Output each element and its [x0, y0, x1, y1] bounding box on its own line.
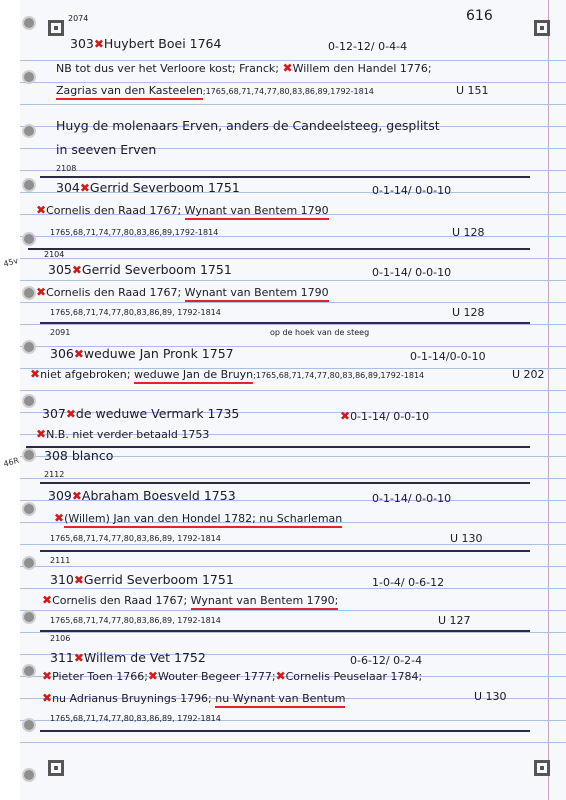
cross-mark-icon: ✖: [42, 691, 53, 705]
divider: [40, 322, 530, 324]
years: 1765,68,71,74,77,80,83,86,89,1792-1814: [50, 228, 219, 237]
entry-310: 310✖Gerrid Severboom 1751: [50, 572, 234, 587]
corner-marker-icon: [534, 760, 550, 776]
ref-code: U 130: [450, 532, 483, 545]
entry-307: 307✖de weduwe Vermark 1735: [42, 406, 240, 421]
years: 1765,68,71,74,77,80,83,86,89, 1792-1814: [50, 308, 221, 317]
entry-line: ✖Pieter Toen 1766;✖Wouter Begeer 1777;✖Cornelis Peuselaar 1784;: [42, 669, 423, 683]
ref-code: U 202: [512, 368, 545, 381]
cross-mark-icon: ✖: [54, 511, 65, 525]
cross-mark-icon: ✖: [42, 669, 53, 683]
page-number: 616: [466, 8, 493, 24]
ref-code-small: 2091: [50, 328, 71, 337]
entry-line: ✖niet afgebroken; weduwe Jan de Bruyn;1765,68,71,74,77,80,83,86,89,1792-1814: [30, 368, 424, 381]
entry-line: ✖N.B. niet verder betaald 1753: [36, 427, 210, 441]
cross-mark-icon: ✖: [73, 347, 84, 361]
entry-309: 309✖Abraham Boesveld 1753: [48, 488, 236, 503]
cross-mark-icon: ✖: [65, 407, 76, 421]
amount: ✖0-1-14/ 0-0-10: [340, 409, 430, 423]
cross-mark-icon: ✖: [73, 651, 84, 665]
amount: 0-1-14/ 0-0-10: [372, 492, 452, 505]
cross-mark-icon: ✖: [275, 669, 286, 683]
entry-306: 306✖weduwe Jan Pronk 1757: [50, 346, 234, 361]
amount: 0-12-12/ 0-4-4: [328, 40, 408, 53]
owner: Huybert Boei 1764: [103, 36, 222, 51]
entry-line: Zagrias van den Kasteelen;1765,68,71,74,77,80,83,86,89,1792-1814: [56, 84, 374, 97]
amount: 0-1-14/0-0-10: [410, 350, 486, 363]
cross-mark-icon: ✖: [36, 427, 47, 441]
divider: [40, 176, 530, 178]
years: 1765,68,71,74,77,80,83,86,89, 1792-1814: [50, 714, 221, 723]
entry-line: ✖Cornelis den Raad 1767; Wynant van Bentem 1790: [36, 286, 329, 299]
entry-number: 303: [70, 36, 94, 51]
amount: 0-1-14/ 0-0-10: [372, 184, 452, 197]
ref-code-small: 2112: [44, 470, 65, 479]
ref-code: U 128: [452, 226, 485, 239]
cross-mark-icon: ✖: [36, 285, 47, 299]
entry-305: 305✖Gerrid Severboom 1751: [48, 262, 232, 277]
cross-mark-icon: ✖: [30, 367, 41, 381]
ref-code: U 127: [438, 614, 471, 627]
cross-mark-icon: ✖: [73, 573, 84, 587]
cross-mark-icon: ✖: [36, 203, 47, 217]
cross-mark-icon: ✖: [147, 669, 158, 683]
entry-line: ✖(Willem) Jan van den Hondel 1782; nu Scharleman: [54, 512, 342, 525]
ref-code: U 128: [452, 306, 485, 319]
location-note: op de hoek van de steeg: [270, 328, 370, 337]
ref-code: U 130: [474, 690, 507, 703]
divider: [40, 730, 530, 732]
section-heading: Huyg de molenaars Erven, anders de Candeelsteeg, gesplitst: [56, 118, 440, 133]
amount: 0-6-12/ 0-2-4: [350, 654, 423, 667]
amount: 1-0-4/ 0-6-12: [372, 576, 445, 589]
entry-line: ✖Cornelis den Raad 1767; Wynant van Bentem 1790;: [42, 594, 338, 607]
years: 1765,68,71,74,77,80,83,86,89, 1792-1814: [50, 534, 221, 543]
top-ref-code: 2074: [68, 14, 89, 23]
cross-mark-icon: ✖: [71, 489, 82, 503]
entry-304: 304✖Gerrid Severboom 1751: [56, 180, 240, 195]
margin-line: [548, 0, 549, 800]
cross-mark-icon: ✖: [282, 61, 293, 75]
entry-303: [70, 36, 221, 52]
ref-code-small: 2106: [50, 634, 71, 643]
divider: [40, 550, 530, 552]
entry-note: NB tot dus ver het Verloore kost; Franck; ✖Willem den Handel 1776;: [56, 61, 432, 75]
years: 1765,68,71,74,77,80,83,86,89, 1792-1814: [50, 616, 221, 625]
cross-mark-icon: ✖: [340, 409, 351, 423]
entry-308: 308 blanco: [44, 448, 114, 463]
section-heading-2: in seeven Erven: [56, 142, 157, 157]
side-mark: 46R: [2, 455, 21, 469]
divider: [40, 482, 530, 484]
amount: 0-1-14/ 0-0-10: [372, 266, 452, 279]
corner-marker-icon: [48, 760, 64, 776]
ref-code-small: 2111: [50, 556, 71, 565]
side-mark: 45v: [2, 256, 20, 269]
entry-line: ✖Cornelis den Raad 1767; Wynant van Bentem 1790: [36, 204, 329, 217]
cross-mark-icon: ✖: [71, 263, 82, 277]
entry-311: 311✖Willem de Vet 1752: [50, 650, 206, 665]
cross-mark-icon: ✖: [42, 593, 53, 607]
corner-marker-icon: [48, 20, 64, 36]
entry-line: ✖nu Adrianus Bruynings 1796; nu Wynant van Bentum: [42, 692, 345, 705]
ref-code-small: 2108: [56, 164, 77, 173]
ref-code: U 151: [456, 84, 489, 97]
ref-code-small: 2104: [44, 250, 65, 259]
divider: [28, 248, 530, 250]
divider: [40, 630, 530, 632]
cross-mark-icon: ✖: [79, 181, 90, 195]
cross-mark-icon: ✖: [93, 37, 104, 51]
corner-marker-icon: [534, 20, 550, 36]
